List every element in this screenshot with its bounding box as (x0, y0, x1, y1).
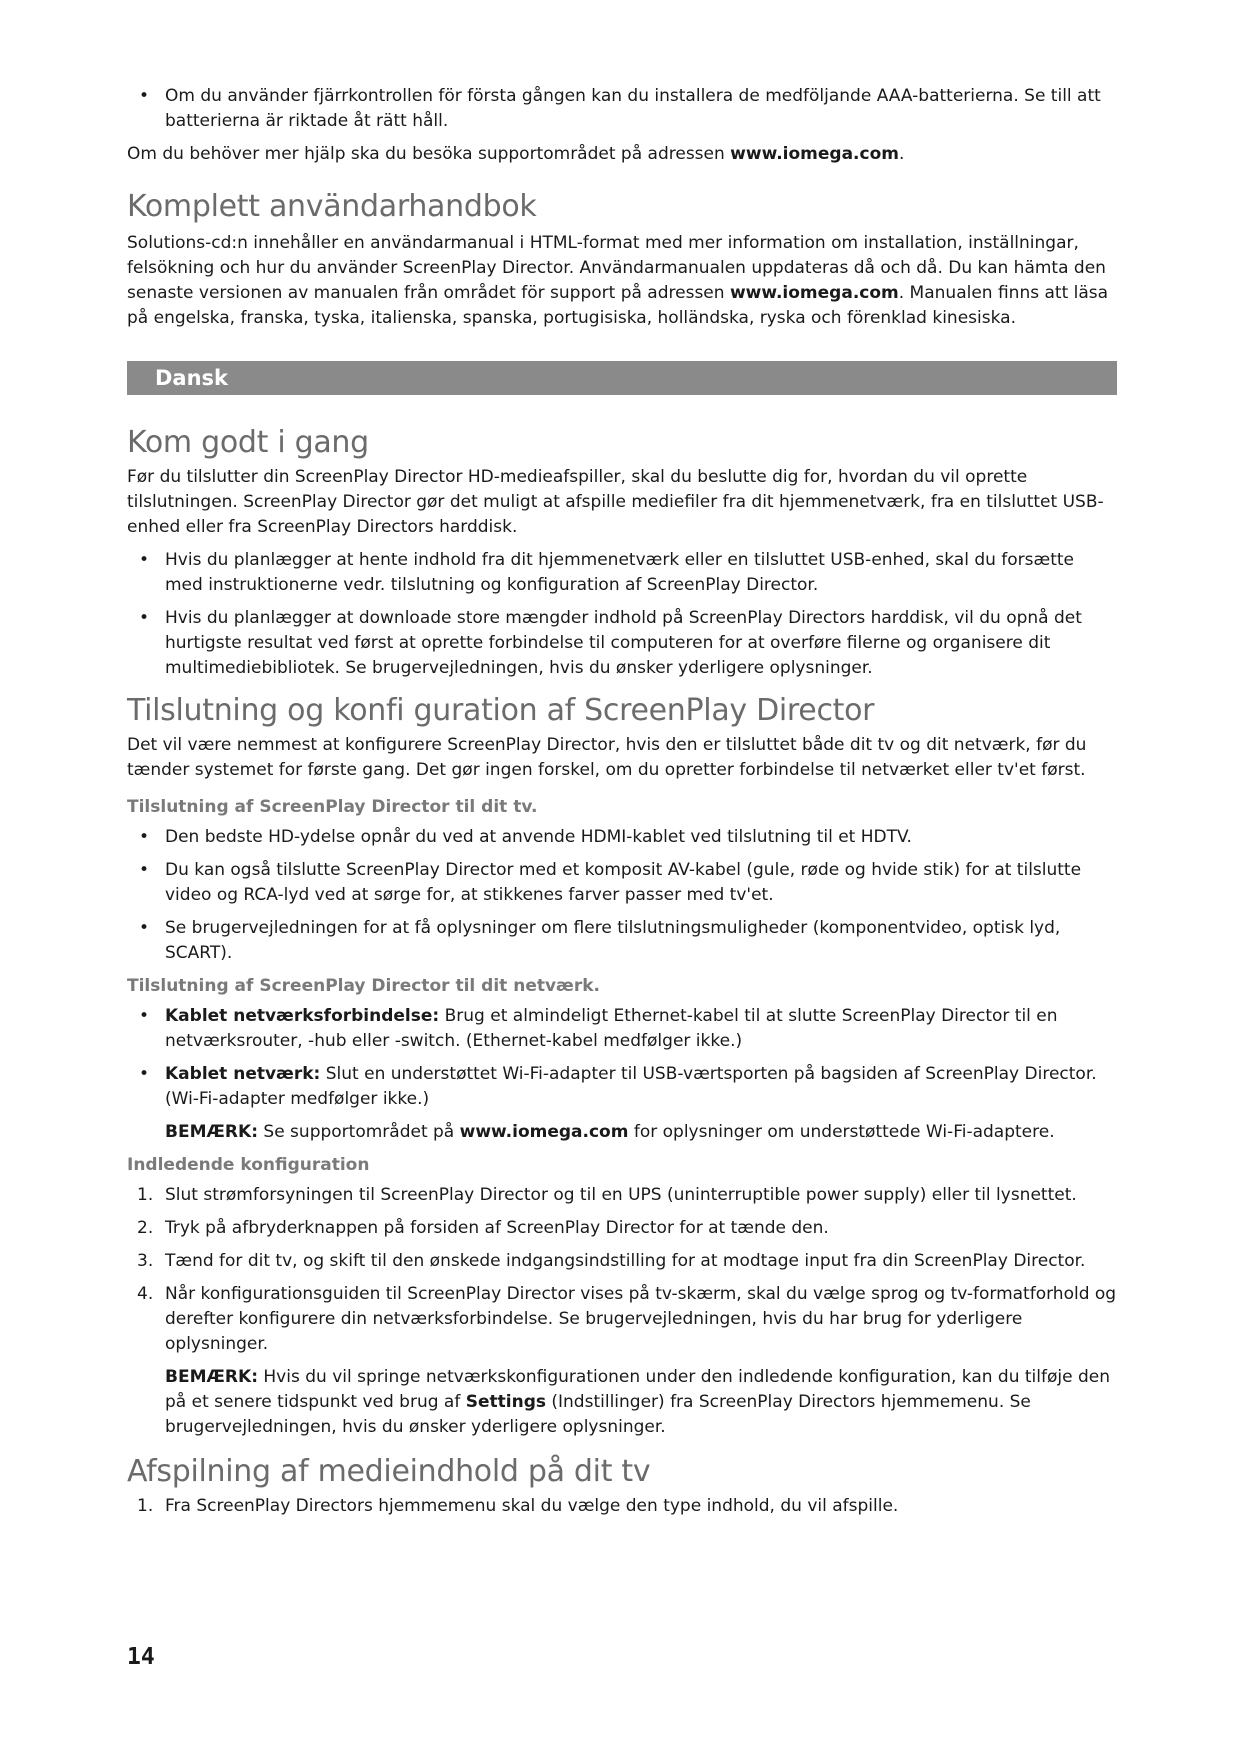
network-note-end: for oplysninger om understøttede Wi-Fi-adaptere. (628, 1122, 1055, 1142)
tv-bullet-3: • Se brugervejledningen for at få oplysninger om flere tilslutningsmuligheder (komponentvideo, optisk lyd, SCART). (127, 916, 1117, 966)
kom-bullet-2: • Hvis du planlægger at downloade store mængder indhold på ScreenPlay Directors harddisk, vil du opnå det hurtigste resultat ved først at oprette forbindelse til computeren for at overføre filerne og organisere dit multimediebibliotek. Se brugervejledningen, hvis du ønsker yderligere oplysninger. (127, 606, 1117, 681)
step-text: Fra ScreenPlay Directors hjemmemenu skal du vælge den type indhold, du vil afspille. (165, 1496, 899, 1516)
step-text: Når konfigurationsguiden til ScreenPlay Director vises på tv-skærm, skal du vælge sprog og tv-formatforhold og derefter konfigurere din netværksforbindelse. Se brugervejledningen, hvis du har brug for yderligere oplysninger. (165, 1284, 1117, 1354)
sv-support-paragraph (127, 142, 1117, 167)
step-item (127, 1216, 1117, 1241)
sv-support-link: www.iomega.com (730, 144, 899, 164)
wired-text: Brug et almindeligt Ethernet-kabel til at slutte ScreenPlay Director til en netværksrouter, -hub eller -switch. (Ethernet-kabel medfølger ikke.) (165, 1006, 1058, 1051)
network-note (127, 1120, 1117, 1145)
wifi-label: Kablet netværk: (165, 1064, 321, 1084)
sv-remote-bullet: • Om du använder fjärrkontrollen för första gången kan du installera de medföljande AAA-batterierna. Se till att batterierna är riktade åt rätt håll. (127, 84, 1117, 134)
step-text: Tryk på afbryderknappen på forsiden af ScreenPlay Director for at tænde den. (165, 1218, 829, 1238)
network-bullet-wifi (127, 1062, 1117, 1112)
kom-godt-intro: Før du tilslutter din ScreenPlay Director HD-medieafspiller, skal du beslutte dig for, hvordan du vil oprette tilslutningen. ScreenPlay Director gør det muligt at afspille mediefiler fra dit hjemmenetværk, fra en tilsluttet USB-enhed eller fra ScreenPlay Directors harddisk. (127, 467, 1104, 537)
initial-config-steps (127, 1183, 1117, 1440)
step-text: Slut strømforsyningen til ScreenPlay Director og til en UPS (uninterruptible power supply) eller til lysnettet. (165, 1185, 1077, 1205)
step-item (127, 1183, 1117, 1208)
kom-bullet-1: • Hvis du planlægger at hente indhold fra dit hjemmenetværk eller en tilsluttet USB-enhed, skal du forsætte med instruktionerne vedr. tilslutning og konfiguration af ScreenPlay Director. (127, 548, 1117, 598)
network-subheading: Tilslutning af ScreenPlay Director til dit netværk. (127, 976, 601, 996)
tilslutning-intro: Det vil være nemmest at konfigurere ScreenPlay Director, hvis den er tilsluttet både dit tv og dit netværk, før du tænder systemet for første gang. Det gør ingen forskel, om du opretter forbindelse til netværket eller tv'et først. (127, 735, 1087, 780)
sv-manual-heading: Komplett användarhandbok (127, 189, 537, 224)
step-item (127, 1494, 1117, 1519)
step-note-text: Hvis du vil springe netværkskonfigurationen under den indledende konfiguration, kan du tilføje den på et senere tidspunkt ved brug af (165, 1367, 1110, 1412)
network-note-label: BEMÆRK: (165, 1122, 258, 1142)
network-bullets (127, 1004, 1117, 1145)
step-item (127, 1282, 1117, 1357)
sv-support-end: . (898, 144, 905, 164)
step-number: 2. (137, 1218, 154, 1238)
wifi-text: Slut en understøttet Wi-Fi-adapter til USB-værtsporten på bagsiden af ScreenPlay Director. (Wi-Fi-adapter medfølger ikke.) (165, 1064, 1097, 1109)
page-content (127, 84, 1117, 1527)
step-number: 4. (137, 1284, 154, 1304)
step-number: 1. (137, 1496, 154, 1516)
step-item (127, 1249, 1117, 1274)
tv-subheading: Tilslutning af ScreenPlay Director til dit tv. (127, 797, 538, 817)
step-note-label: BEMÆRK: (165, 1367, 258, 1387)
wired-label: Kablet netværksforbindelse: (165, 1006, 440, 1026)
tv-bullet-1: • Den bedste HD-ydelse opnår du ved at anvende HDMI-kablet ved tilslutning til et HDTV. (127, 825, 1117, 850)
afspilning-steps (127, 1494, 1117, 1519)
network-note-text: Se supportområdet på (258, 1122, 460, 1142)
tv-bullet-2: • Du kan også tilslutte ScreenPlay Director med et komposit AV-kabel (gule, røde og hvide stik) for at tilslutte video og RCA-lyd ved at sørge for, at stikkenes farver passer med tv'et. (127, 858, 1117, 908)
sv-manual-end: . Manualen finns att läsa på engelska, franska, tyska, italienska, spanska, portugisiska, holländska, ryska och förenklad kinesiska. (127, 283, 1109, 328)
kom-godt-heading: Kom godt i gang (127, 425, 369, 460)
settings-term: Settings (465, 1392, 546, 1412)
language-section-bar: Dansk (127, 361, 1117, 395)
network-note-link: www.iomega.com (459, 1122, 629, 1142)
step-note (127, 1365, 1117, 1440)
initial-config-subheading: Indledende konfiguration (127, 1155, 370, 1175)
step-note-end: (Indstillinger) fra ScreenPlay Directors hjemmemenu. Se brugervejledningen, hvis du ønsker yderligere oplysninger. (165, 1392, 1031, 1437)
step-number: 1. (137, 1185, 154, 1205)
afspilning-heading: Afspilning af medieindhold på dit tv (127, 1454, 651, 1489)
sv-manual-text: Solutions-cd:n innehåller en användarmanual i HTML-format med mer information om installation, inställningar, felsökning och hur du använder ScreenPlay Director. Användarmanualen uppdateras då och då. Du kan hämta den senaste versionen av manualen från området för support på adressen (127, 233, 1106, 303)
tilslutning-heading: Tilslutning og konfi guration af ScreenPlay Director (127, 693, 875, 728)
tv-bullets (127, 825, 1117, 966)
sv-manual-link: www.iomega.com (729, 283, 899, 303)
sv-manual-paragraph (127, 231, 1117, 331)
step-number: 3. (137, 1251, 154, 1271)
sv-support-text: Om du behöver mer hjälp ska du besöka supportområdet på adressen (127, 144, 731, 164)
step-text: Tænd for dit tv, og skift til den ønskede indgangsindstilling for at modtage input fra din ScreenPlay Director. (165, 1251, 1086, 1271)
network-bullet-wired (127, 1004, 1117, 1054)
kom-godt-bullets (127, 548, 1117, 681)
page-number: 14 (127, 1644, 155, 1670)
